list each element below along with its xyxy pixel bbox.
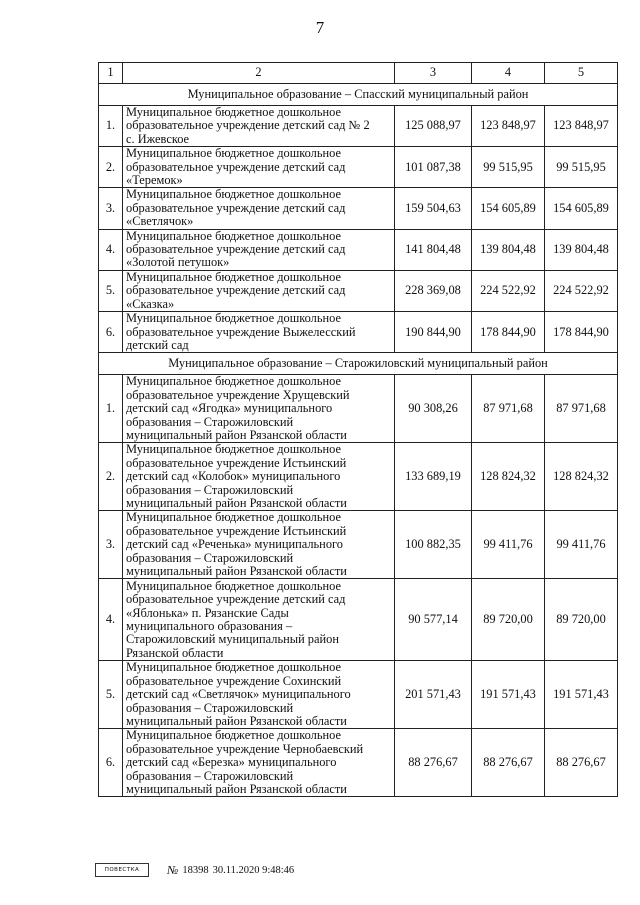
footer-registration: [95, 862, 294, 878]
row-number: 4.: [99, 229, 123, 270]
institution-name-line: муниципальный район Рязанской области: [126, 564, 347, 578]
header-cell-5: 5: [545, 63, 618, 84]
institution-name: [123, 312, 395, 353]
amount-c5: 99 411,76: [545, 511, 618, 579]
institution-name-line: детский сад «Березка» муниципального: [126, 755, 337, 770]
table-row: [99, 270, 618, 311]
row-number: 3.: [99, 188, 123, 229]
row-number: 2.: [99, 443, 123, 511]
institution-name: [123, 229, 395, 270]
institution-name: [123, 443, 395, 511]
institution-name-line: Муниципальное бюджетное дошкольное: [126, 374, 341, 389]
amount-c5: 88 276,67: [545, 729, 618, 797]
institution-name-line: Муниципальное бюджетное дошкольное: [126, 728, 341, 743]
institution-name-line: Муниципальное бюджетное дошкольное: [126, 660, 341, 675]
table-body: [99, 63, 618, 797]
section-title: Муниципальное образование – Старожиловский муниципальный район: [99, 353, 618, 375]
amount-c3: 100 882,35: [395, 511, 472, 579]
amount-c5: 89 720,00: [545, 579, 618, 661]
registration-stamp: ПОВЕСТКА: [95, 863, 149, 877]
institution-name-line: образовательное учреждение детский сад: [126, 592, 346, 607]
amount-c3: 88 276,67: [395, 729, 472, 797]
institution-name-line: муниципальный район Рязанской области: [126, 714, 347, 729]
amount-c4: 123 848,97: [472, 106, 545, 147]
amount-c5: 139 804,48: [545, 229, 618, 270]
institution-name-line: с. Ижевское: [126, 131, 190, 146]
row-number: 4.: [99, 579, 123, 661]
amount-c4: 191 571,43: [472, 661, 545, 729]
institution-name: [123, 188, 395, 229]
institution-name-line: детский сад «Реченька» муниципального: [126, 537, 343, 552]
institution-name-line: образовательное учреждение Хрущевский: [126, 387, 350, 402]
institution-name-line: «Золотой петушок»: [126, 255, 230, 270]
institution-name-line: Старожиловский муниципальный район: [126, 632, 339, 647]
institution-name-line: муниципальный район Рязанской области: [126, 495, 347, 510]
institution-name-line: Муниципальное бюджетное дошкольное: [126, 510, 341, 525]
amount-c3: 90 308,26: [395, 375, 472, 443]
amount-c4: 139 804,48: [472, 229, 545, 270]
amount-c3: 101 087,38: [395, 147, 472, 188]
amount-c5: 87 971,68: [545, 375, 618, 443]
amount-c5: 99 515,95: [545, 147, 618, 188]
budget-table: [98, 62, 618, 797]
table-row: [99, 147, 618, 188]
table-row: [99, 375, 618, 443]
institution-name: [123, 375, 395, 443]
header-cell-1: 1: [99, 63, 123, 84]
amount-c5: 154 605,89: [545, 188, 618, 229]
institution-name-line: детский сад «Ягодка» муниципального: [126, 401, 333, 416]
amount-c5: 224 522,92: [545, 270, 618, 311]
table-row: [99, 511, 618, 579]
amount-c3: 190 844,90: [395, 312, 472, 353]
amount-c3: 141 804,48: [395, 229, 472, 270]
institution-name-line: Муниципальное бюджетное дошкольное: [126, 146, 341, 161]
document-number: 18398: [182, 864, 209, 876]
amount-c4: 99 411,76: [472, 511, 545, 579]
institution-name-line: Муниципальное бюджетное дошкольное: [126, 578, 341, 593]
header-cell-2: 2: [123, 63, 395, 84]
institution-name-line: образовательное учреждение Истьинский: [126, 455, 347, 470]
institution-name-line: муниципального образования –: [126, 618, 293, 633]
amount-c5: 128 824,32: [545, 443, 618, 511]
amount-c5: 123 848,97: [545, 106, 618, 147]
table-row: [99, 443, 618, 511]
table-row: [99, 106, 618, 147]
institution-name-line: Муниципальное бюджетное дошкольное: [126, 270, 341, 284]
header-cell-3: 3: [395, 63, 472, 84]
institution-name-line: Муниципальное бюджетное дошкольное: [126, 105, 341, 119]
institution-name-line: образования – Старожиловский: [126, 550, 294, 565]
amount-c4: 224 522,92: [472, 270, 545, 311]
section-header-row: [99, 84, 618, 106]
amount-c4: 88 276,67: [472, 729, 545, 797]
row-number: 1.: [99, 106, 123, 147]
amount-c3: 228 369,08: [395, 270, 472, 311]
section-title: Муниципальное образование – Спасский муниципальный район: [99, 84, 618, 106]
row-number: 5.: [99, 661, 123, 729]
institution-name-line: «Теремок»: [126, 173, 183, 188]
institution-name-line: образовательное учреждение детский сад № 2: [126, 118, 370, 133]
institution-name-line: образования – Старожиловский: [126, 414, 294, 429]
institution-name: [123, 511, 395, 579]
institution-name: [123, 729, 395, 797]
amount-c3: 201 571,43: [395, 661, 472, 729]
institution-name-line: образовательное учреждение детский сад: [126, 283, 346, 298]
amount-c4: 154 605,89: [472, 188, 545, 229]
institution-name: [123, 661, 395, 729]
institution-name-line: образовательное учреждение Сохинский: [126, 673, 342, 688]
institution-name-line: Муниципальное бюджетное дошкольное: [126, 442, 341, 457]
institution-name-line: образования – Старожиловский: [126, 768, 294, 783]
amount-c3: 133 689,19: [395, 443, 472, 511]
institution-name: [123, 270, 395, 311]
amount-c4: 178 844,90: [472, 312, 545, 353]
institution-name-line: детский сад «Колобок» муниципального: [126, 469, 341, 484]
row-number: 6.: [99, 312, 123, 353]
institution-name-line: образовательное учреждение Выжелесский: [126, 324, 356, 339]
institution-name-line: муниципальный район Рязанской области: [126, 782, 347, 797]
institution-name-line: «Сказка»: [126, 296, 175, 311]
row-number: 5.: [99, 270, 123, 311]
header-row: [99, 63, 618, 84]
institution-name-line: образовательное учреждение детский сад: [126, 159, 346, 174]
amount-c4: 89 720,00: [472, 579, 545, 661]
page-number: 7: [315, 18, 325, 37]
amount-c3: 125 088,97: [395, 106, 472, 147]
header-cell-4: 4: [472, 63, 545, 84]
row-number: 3.: [99, 511, 123, 579]
section-header-row: [99, 353, 618, 375]
amount-c4: 99 515,95: [472, 147, 545, 188]
institution-name-line: образовательное учреждение Истьинский: [126, 523, 347, 538]
amount-c4: 128 824,32: [472, 443, 545, 511]
institution-name-line: детский сад: [126, 337, 189, 352]
institution-name-line: Муниципальное бюджетное дошкольное: [126, 311, 341, 326]
institution-name-line: муниципальный район Рязанской области: [126, 427, 347, 442]
number-sign: №: [167, 862, 179, 877]
row-number: 6.: [99, 729, 123, 797]
table-row: [99, 729, 618, 797]
institution-name-line: детский сад «Светлячок» муниципального: [126, 687, 351, 702]
institution-name-line: «Светлячок»: [126, 214, 194, 229]
row-number: 2.: [99, 147, 123, 188]
institution-name: [123, 147, 395, 188]
document-datetime: 30.11.2020 9:48:46: [212, 864, 295, 876]
table-row: [99, 312, 618, 353]
table-row: [99, 188, 618, 229]
row-number: 1.: [99, 375, 123, 443]
institution-name-line: образовательное учреждение детский сад: [126, 242, 346, 257]
amount-c4: 87 971,68: [472, 375, 545, 443]
institution-name-line: Муниципальное бюджетное дошкольное: [126, 229, 341, 243]
institution-name-line: Рязанской области: [126, 645, 224, 660]
table-row: [99, 229, 618, 270]
institution-name-line: образовательное учреждение детский сад: [126, 200, 346, 215]
amount-c5: 178 844,90: [545, 312, 618, 353]
institution-name-line: образования – Старожиловский: [126, 482, 294, 497]
institution-name-line: образовательное учреждение Чернобаевский: [126, 741, 364, 756]
institution-name: [123, 579, 395, 661]
table-row: [99, 661, 618, 729]
amount-c3: 159 504,63: [395, 188, 472, 229]
table-row: [99, 579, 618, 661]
amount-c3: 90 577,14: [395, 579, 472, 661]
institution-name-line: образования – Старожиловский: [126, 700, 294, 715]
institution-name: [123, 106, 395, 147]
institution-name-line: «Яблонька» п. Рязанские Сады: [126, 605, 289, 620]
amount-c5: 191 571,43: [545, 661, 618, 729]
institution-name-line: Муниципальное бюджетное дошкольное: [126, 187, 341, 202]
